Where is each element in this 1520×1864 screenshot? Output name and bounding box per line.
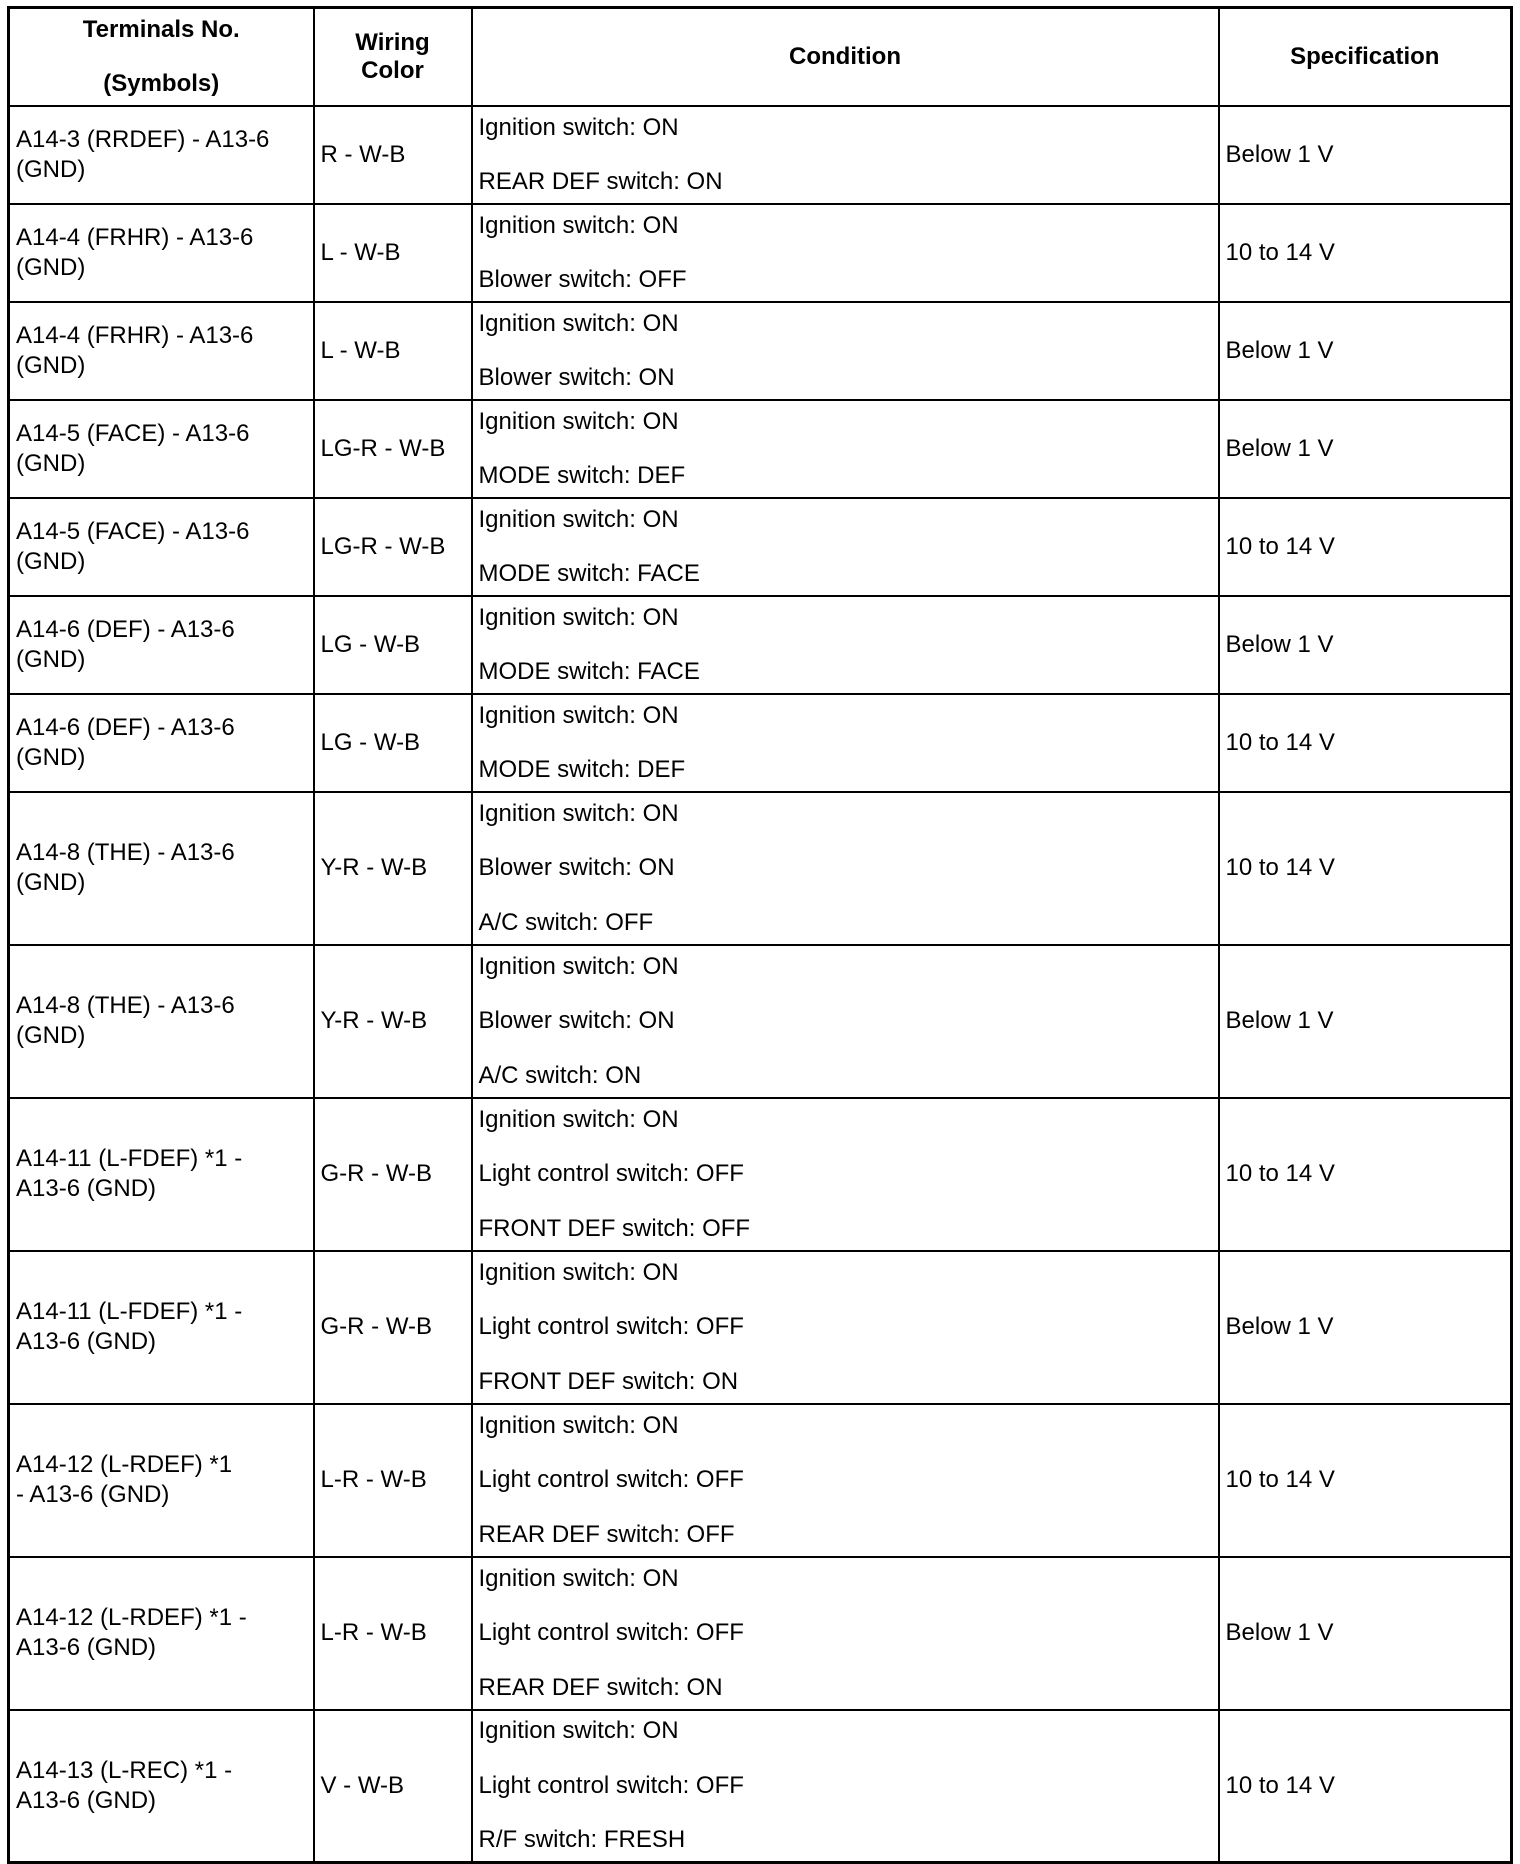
condition-cell xyxy=(472,1098,1219,1251)
terminal-text: A13-6 (GND) xyxy=(16,1786,157,1814)
table-row xyxy=(9,1557,1512,1710)
condition-item: Light control switch: OFF xyxy=(478,1619,744,1646)
condition-cell xyxy=(472,302,1219,400)
condition-cell xyxy=(472,106,1219,204)
condition-item: Light control switch: OFF xyxy=(478,1313,744,1340)
wiring-color-cell: R - W-B xyxy=(314,106,472,204)
specification-cell: Below 1 V xyxy=(1219,596,1512,694)
condition-item: Blower switch: OFF xyxy=(478,265,687,293)
wiring-color-cell: LG-R - W-B xyxy=(314,400,472,498)
terminal-text: A13-6 (GND) xyxy=(16,1328,157,1355)
header-terminals-line2: (Symbols) xyxy=(103,69,220,97)
condition-cell xyxy=(472,945,1219,1098)
terminal-cell xyxy=(9,1098,314,1251)
terminal-text: A14-8 (THE) - A13-6 xyxy=(16,839,235,866)
specification-cell: 10 to 14 V xyxy=(1219,792,1512,945)
condition-list xyxy=(479,952,1212,1091)
terminal-text: (GND) xyxy=(16,645,86,673)
terminal-text: A14-6 (DEF) - A13-6 xyxy=(16,615,235,643)
terminal-text: A14-11 (L-FDEF) *1 - xyxy=(16,1145,243,1172)
condition-cell xyxy=(472,498,1219,596)
table-row xyxy=(9,792,1512,945)
terminal-cell xyxy=(9,1404,314,1557)
terminal-text: A14-5 (FACE) - A13-6 xyxy=(16,517,250,545)
wiring-color-cell: LG - W-B xyxy=(314,596,472,694)
condition-item: MODE switch: DEF xyxy=(478,461,686,489)
condition-item: Ignition switch: ON xyxy=(478,407,679,435)
table-row xyxy=(9,400,1512,498)
terminal-text: (GND) xyxy=(16,155,86,183)
terminal-text: - A13-6 (GND) xyxy=(16,1481,170,1508)
condition-item: Ignition switch: ON xyxy=(478,701,679,729)
terminal-cell xyxy=(9,498,314,596)
condition-item: Light control switch: OFF xyxy=(478,1466,744,1493)
wiring-color-cell: Y-R - W-B xyxy=(314,792,472,945)
condition-list xyxy=(479,113,1212,197)
condition-item: MODE switch: FACE xyxy=(478,657,700,685)
table-row xyxy=(9,302,1512,400)
condition-item: REAR DEF switch: ON xyxy=(478,1673,723,1701)
condition-cell xyxy=(472,792,1219,945)
terminal-cell xyxy=(9,1557,314,1710)
condition-item: FRONT DEF switch: ON xyxy=(478,1367,739,1395)
wiring-color-cell: G-R - W-B xyxy=(314,1251,472,1404)
condition-cell xyxy=(472,1404,1219,1557)
condition-cell xyxy=(472,1557,1219,1710)
terminal-text: (GND) xyxy=(16,1022,86,1049)
specification-cell: Below 1 V xyxy=(1219,302,1512,400)
condition-item: Ignition switch: ON xyxy=(478,211,679,239)
terminal-text: A14-6 (DEF) - A13-6 xyxy=(16,713,235,741)
terminal-spec-table xyxy=(7,6,1513,1864)
condition-list xyxy=(479,1564,1212,1703)
table-row xyxy=(9,1710,1512,1863)
condition-list xyxy=(479,1105,1212,1244)
terminal-text: A13-6 (GND) xyxy=(16,1634,157,1661)
specification-cell: 10 to 14 V xyxy=(1219,204,1512,302)
table-row xyxy=(9,204,1512,302)
condition-list xyxy=(479,505,1212,589)
table-row xyxy=(9,945,1512,1098)
terminal-cell xyxy=(9,400,314,498)
wiring-color-cell: LG-R - W-B xyxy=(314,498,472,596)
header-wiring-line1: Wiring xyxy=(355,28,430,56)
condition-item: Ignition switch: ON xyxy=(478,1411,679,1439)
terminal-text: (GND) xyxy=(16,547,86,575)
condition-item: Ignition switch: ON xyxy=(478,1105,679,1133)
condition-list xyxy=(479,1258,1212,1397)
condition-item: Blower switch: ON xyxy=(478,1007,675,1034)
terminal-text: A14-8 (THE) - A13-6 xyxy=(16,992,235,1019)
specification-cell: Below 1 V xyxy=(1219,945,1512,1098)
table-body xyxy=(9,106,1512,1863)
condition-item: Ignition switch: ON xyxy=(478,603,679,631)
table-row xyxy=(9,1404,1512,1557)
terminal-text: A14-4 (FRHR) - A13-6 xyxy=(16,321,254,349)
condition-list xyxy=(479,211,1212,295)
condition-item: A/C switch: OFF xyxy=(478,908,654,936)
table-row xyxy=(9,596,1512,694)
header-wiring-line2: Color xyxy=(361,56,424,84)
terminal-text: A14-11 (L-FDEF) *1 - xyxy=(16,1298,243,1325)
table-header-row xyxy=(9,8,1512,106)
condition-cell xyxy=(472,400,1219,498)
terminal-cell xyxy=(9,694,314,792)
terminal-text: A14-4 (FRHR) - A13-6 xyxy=(16,223,254,251)
wiring-color-cell: L - W-B xyxy=(314,302,472,400)
terminal-text: A14-12 (L-RDEF) *1 - xyxy=(16,1604,247,1631)
condition-item: Ignition switch: ON xyxy=(478,799,679,827)
terminal-cell xyxy=(9,302,314,400)
wiring-color-cell: G-R - W-B xyxy=(314,1098,472,1251)
condition-list xyxy=(479,799,1212,938)
condition-list xyxy=(479,603,1212,687)
wiring-color-cell: V - W-B xyxy=(314,1710,472,1863)
table-row xyxy=(9,694,1512,792)
wiring-color-cell: LG - W-B xyxy=(314,694,472,792)
terminal-cell xyxy=(9,106,314,204)
header-condition: Condition xyxy=(472,8,1219,106)
table-row xyxy=(9,498,1512,596)
wiring-color-cell: Y-R - W-B xyxy=(314,945,472,1098)
terminal-text: (GND) xyxy=(16,743,86,771)
condition-item: Ignition switch: ON xyxy=(478,1564,679,1592)
condition-item: Light control switch: OFF xyxy=(478,1160,744,1187)
terminal-cell xyxy=(9,1251,314,1404)
condition-item: REAR DEF switch: ON xyxy=(478,167,723,195)
condition-item: Ignition switch: ON xyxy=(478,505,679,533)
condition-item: Light control switch: OFF xyxy=(478,1771,744,1799)
condition-cell xyxy=(472,1710,1219,1863)
specification-cell: 10 to 14 V xyxy=(1219,694,1512,792)
specification-cell: 10 to 14 V xyxy=(1219,1710,1512,1863)
condition-cell xyxy=(472,596,1219,694)
terminal-text: (GND) xyxy=(16,869,86,896)
condition-list xyxy=(479,407,1212,491)
terminal-text: A14-3 (RRDEF) - A13-6 xyxy=(16,125,270,153)
condition-item: REAR DEF switch: OFF xyxy=(478,1520,735,1548)
header-terminals-line1: Terminals No. xyxy=(82,15,240,43)
condition-item: Blower switch: ON xyxy=(478,854,675,881)
condition-item: Blower switch: ON xyxy=(478,363,675,391)
header-terminals xyxy=(9,8,314,106)
condition-item: A/C switch: ON xyxy=(478,1061,642,1089)
condition-item: MODE switch: DEF xyxy=(478,755,686,783)
condition-list xyxy=(479,1411,1212,1550)
condition-item: Ignition switch: ON xyxy=(478,1258,679,1286)
wiring-color-cell: L-R - W-B xyxy=(314,1557,472,1710)
header-wiring xyxy=(314,8,472,106)
header-specification: Specification xyxy=(1219,8,1512,106)
terminal-cell xyxy=(9,596,314,694)
specification-cell: Below 1 V xyxy=(1219,1557,1512,1710)
terminal-text: (GND) xyxy=(16,449,86,477)
terminal-cell xyxy=(9,1710,314,1863)
table-row xyxy=(9,106,1512,204)
condition-list xyxy=(479,309,1212,393)
terminal-text: (GND) xyxy=(16,351,86,379)
specification-cell: 10 to 14 V xyxy=(1219,498,1512,596)
condition-cell xyxy=(472,694,1219,792)
terminal-text: A14-5 (FACE) - A13-6 xyxy=(16,419,250,447)
condition-list xyxy=(479,1716,1212,1855)
specification-cell: 10 to 14 V xyxy=(1219,1404,1512,1557)
specification-cell: Below 1 V xyxy=(1219,106,1512,204)
condition-item: MODE switch: FACE xyxy=(478,559,700,587)
condition-item: Ignition switch: ON xyxy=(478,1717,679,1745)
condition-item: R/F switch: FRESH xyxy=(478,1826,686,1854)
table-row xyxy=(9,1098,1512,1251)
condition-cell xyxy=(472,1251,1219,1404)
terminal-text: A14-12 (L-RDEF) *1 xyxy=(16,1451,233,1478)
terminal-cell xyxy=(9,945,314,1098)
condition-item: Ignition switch: ON xyxy=(478,309,679,337)
specification-cell: 10 to 14 V xyxy=(1219,1098,1512,1251)
condition-list xyxy=(479,701,1212,785)
terminal-cell xyxy=(9,792,314,945)
terminal-text: A13-6 (GND) xyxy=(16,1175,157,1202)
wiring-color-cell: L - W-B xyxy=(314,204,472,302)
condition-item: FRONT DEF switch: OFF xyxy=(478,1214,751,1242)
specification-cell: Below 1 V xyxy=(1219,1251,1512,1404)
condition-item: Ignition switch: ON xyxy=(478,952,679,980)
table-row xyxy=(9,1251,1512,1404)
terminal-text: A14-13 (L-REC) *1 - xyxy=(16,1756,233,1784)
terminal-text: (GND) xyxy=(16,253,86,281)
specification-cell: Below 1 V xyxy=(1219,400,1512,498)
condition-item: Ignition switch: ON xyxy=(478,113,679,141)
wiring-color-cell: L-R - W-B xyxy=(314,1404,472,1557)
condition-cell xyxy=(472,204,1219,302)
terminal-cell xyxy=(9,204,314,302)
